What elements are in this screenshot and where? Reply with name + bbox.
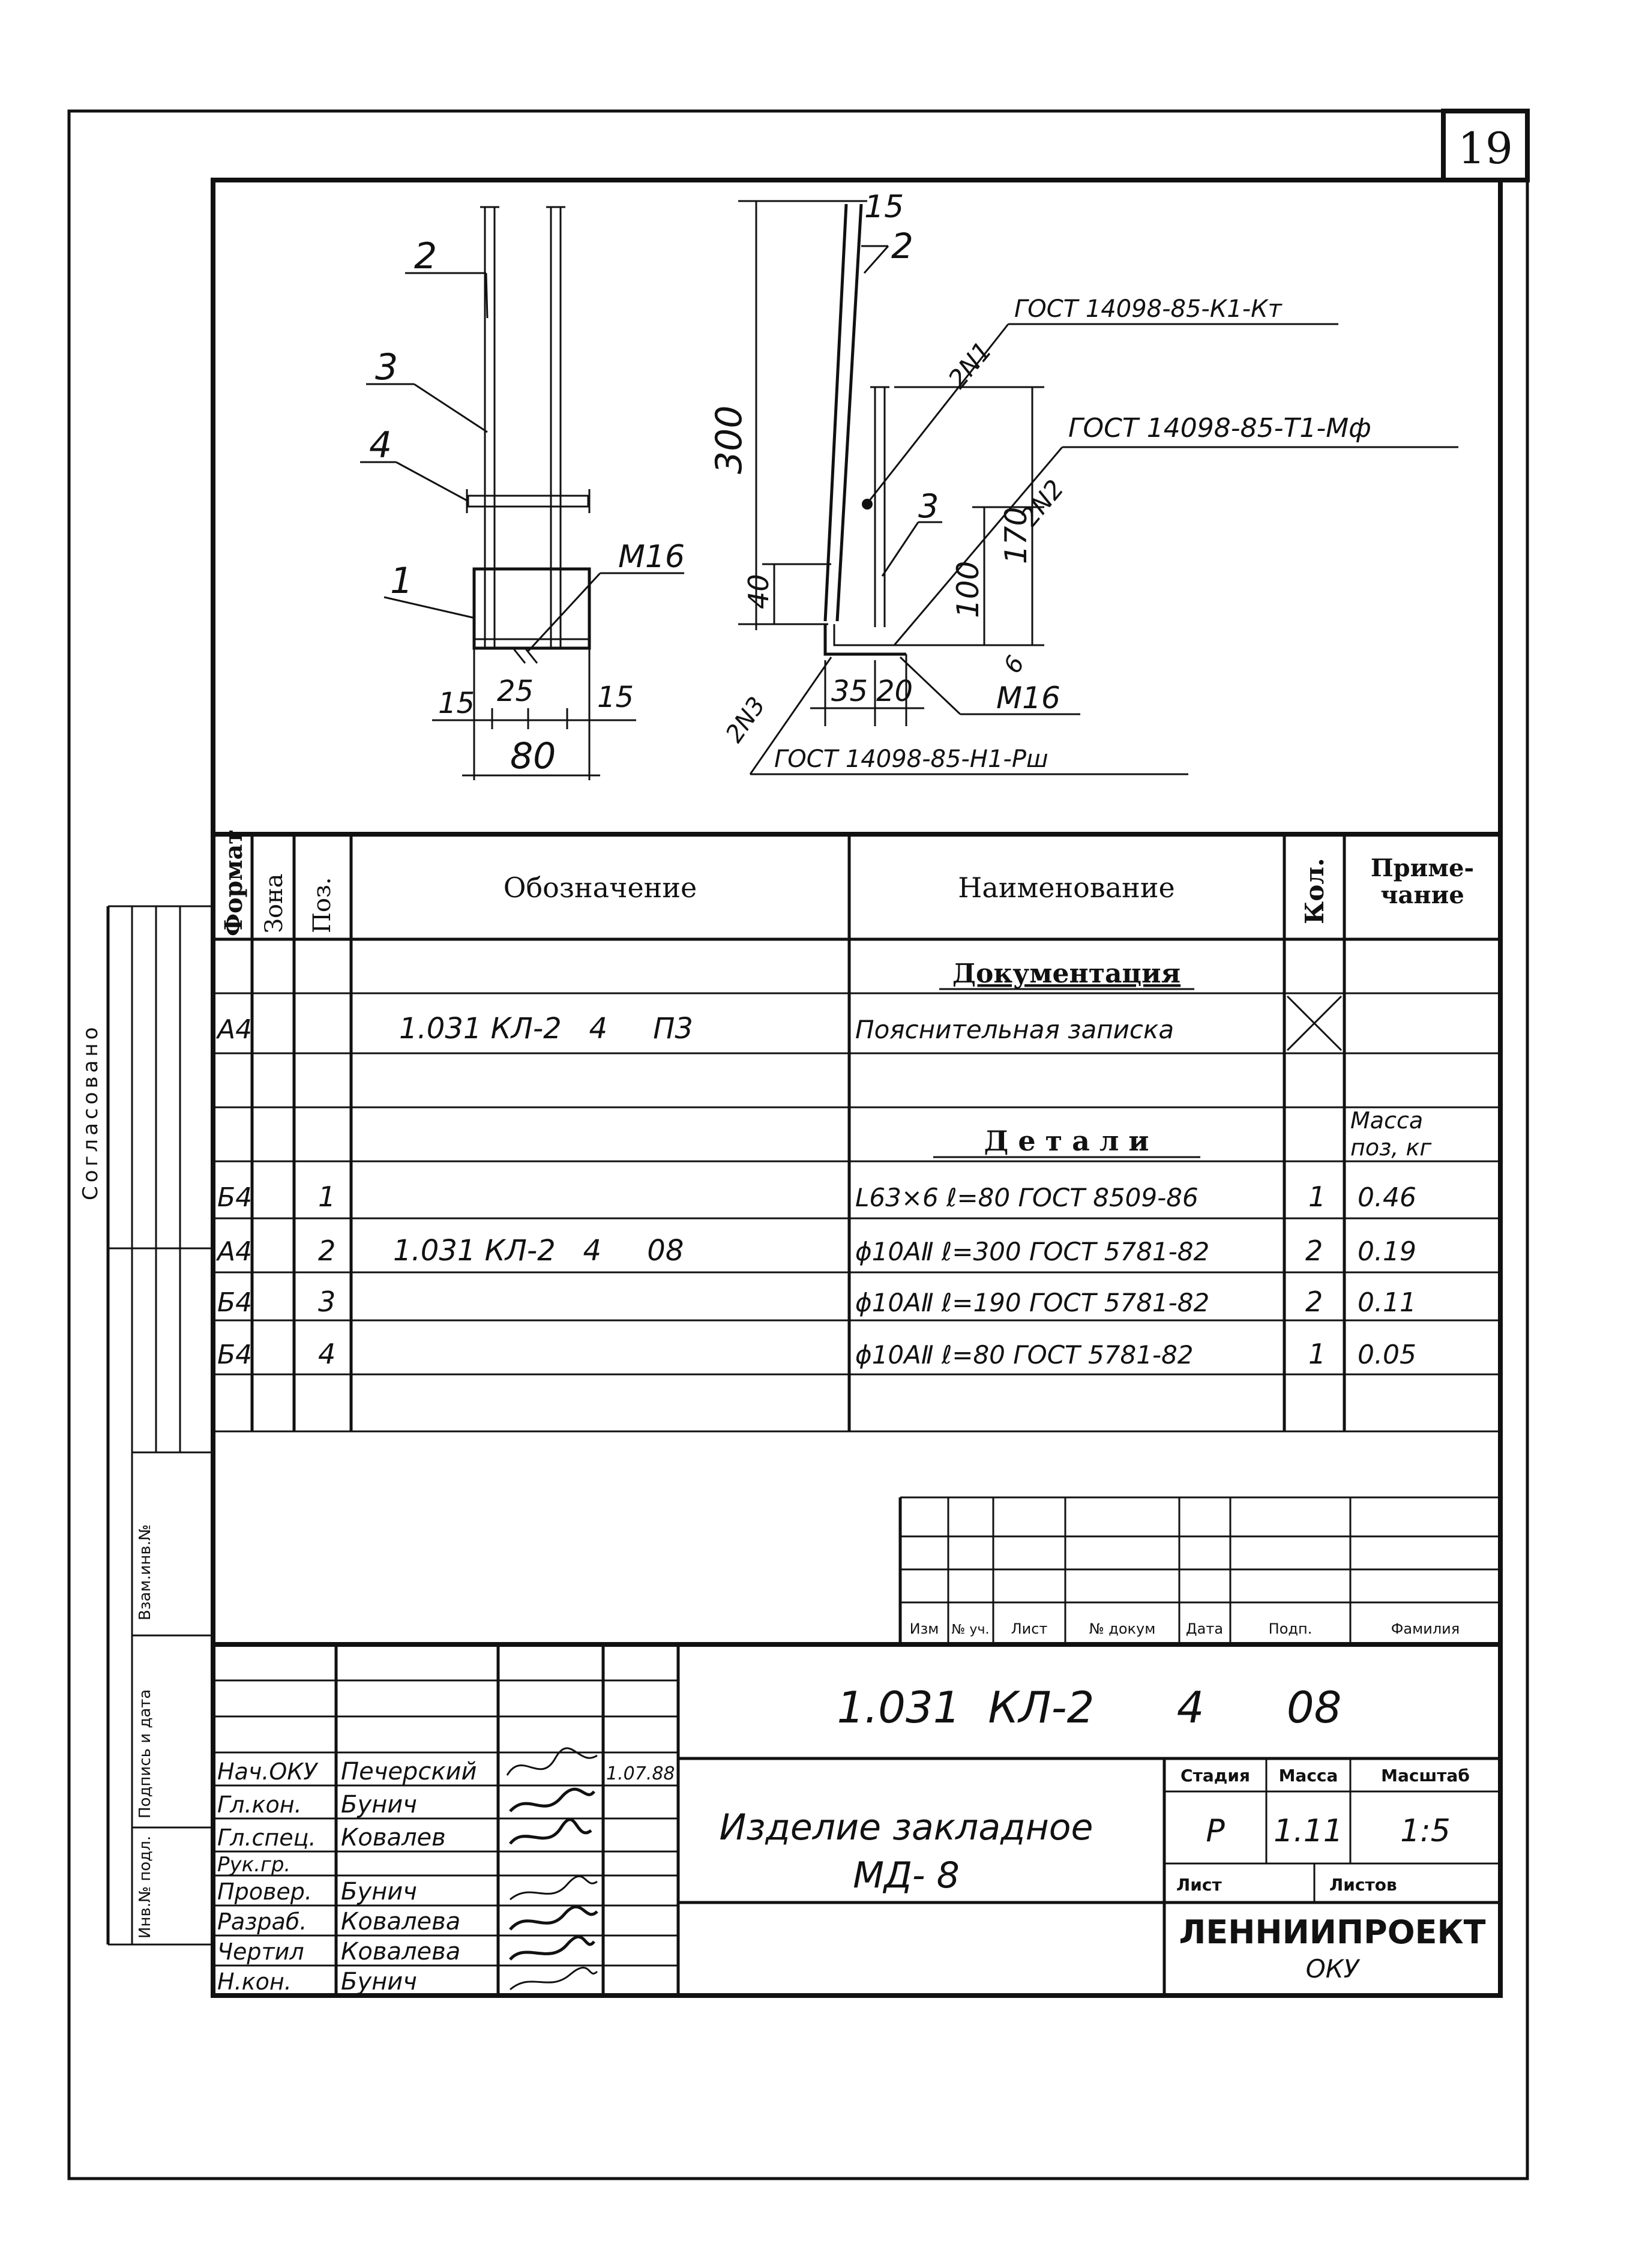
signer2-role: Гл.кон. [217, 1791, 302, 1818]
weld-tag-2n3: 2N3 [720, 692, 771, 748]
row3-note: 0.11 [1358, 1287, 1416, 1318]
row4-qty: 1 [1308, 1338, 1326, 1370]
callout-gost-h1: ГОСТ 14098-85-Н1-Рш [774, 745, 1048, 773]
left-label-4: 4 [369, 424, 392, 466]
row1-name: L63×6 ℓ=80 ГОСТ 8509-86 [855, 1183, 1198, 1212]
row4-pos: 4 [318, 1338, 336, 1370]
callout-gost-t1: ГОСТ 14098-85-Т1-Мф [1068, 413, 1371, 444]
signer8-name: Бунич [341, 1968, 417, 1996]
weld-tag-2n1: 2N1 [942, 335, 998, 394]
title-designation: 1.031 КЛ-2 4 08 [837, 1682, 1342, 1733]
spec-row [217, 1286, 1416, 1318]
title-mass-label: Масса [1278, 1766, 1338, 1785]
signer7-role: Чертил [217, 1939, 304, 1965]
spec-header-note-1: Приме- [1370, 854, 1475, 882]
rev-header-list: Лист [1011, 1620, 1048, 1637]
left-dim-15b: 15 [597, 681, 634, 714]
rev-header-date: Дата [1185, 1620, 1224, 1637]
row4-name: ϕ10АⅡ ℓ=80 ГОСТ 5781-82 [855, 1340, 1194, 1370]
mass-header-1: Масса [1350, 1107, 1424, 1134]
spec-row [217, 1338, 1416, 1370]
signer4-role: Рук.гр. [217, 1853, 291, 1877]
sheet-number-box [1443, 111, 1527, 180]
spec-header-qty: Кол. [1300, 858, 1329, 924]
doc-row-format: А4 [217, 1014, 253, 1045]
right-label-3: 3 [918, 487, 939, 525]
right-dim-300: 300 [708, 405, 750, 474]
signer1-role: Нач.ОКУ [217, 1758, 317, 1785]
spec-header-pos: Поз. [308, 877, 336, 933]
rev-header-doc: № докум [1089, 1620, 1156, 1637]
spec-header-zone: Зона [260, 873, 288, 933]
row1-format: Б4 [217, 1182, 253, 1213]
title-scale: 1:5 [1400, 1813, 1451, 1849]
right-dim-40: 40 [742, 574, 775, 609]
right-label-2: 2 [891, 226, 913, 266]
title-org: ЛЕННИИПРОЕКТ [1179, 1913, 1486, 1951]
right-dim-6: 6 [998, 651, 1030, 678]
signer6-name: Ковалева [341, 1908, 461, 1936]
stamp-inv-original: Инв.№ подл. [136, 1835, 154, 1939]
doc-row-designation: 1.031 КЛ-2 4 П3 [399, 1012, 693, 1045]
left-label-3: 3 [375, 346, 398, 388]
left-view [360, 207, 685, 780]
rev-header-name: Фамилия [1391, 1620, 1460, 1637]
callout-thread-m16: М16 [996, 681, 1060, 715]
row3-name: ϕ10АⅡ ℓ=190 ГОСТ 5781-82 [855, 1288, 1210, 1317]
right-dim-15: 15 [864, 189, 904, 225]
signer3-role: Гл.спец. [217, 1824, 316, 1851]
spec-header-format: Формат [220, 829, 248, 936]
spec-row [217, 1181, 1416, 1213]
right-dim-20: 20 [876, 675, 913, 708]
signer5-role: Провер. [217, 1878, 312, 1905]
title-scale-label: Масштаб [1381, 1766, 1470, 1785]
row1-qty: 1 [1308, 1181, 1326, 1213]
row2-name: ϕ10АⅡ ℓ=300 ГОСТ 5781-82 [855, 1237, 1210, 1266]
row2-format: А4 [217, 1236, 253, 1267]
title-sheets-label: Листов [1329, 1875, 1397, 1895]
row3-pos: 3 [318, 1286, 336, 1318]
title-mass: 1.11 [1274, 1813, 1343, 1849]
handwritten-signatures [507, 1748, 597, 1990]
spec-header-designation: Обозначение [503, 871, 697, 904]
signer1-date: 1.07.88 [606, 1763, 675, 1784]
right-dim-35: 35 [831, 675, 868, 708]
doc-row-name: Пояснительная записка [855, 1015, 1174, 1044]
title-dept: ОКУ [1305, 1954, 1359, 1984]
spec-table [213, 829, 1500, 1431]
spec-header-name: Наименование [958, 871, 1175, 904]
side-stamp [79, 906, 213, 1945]
rev-header-izm: Изм [909, 1620, 939, 1637]
title-product-line1: Изделие закладное [719, 1806, 1093, 1848]
row2-designation: 1.031 КЛ-2 4 08 [393, 1234, 684, 1268]
rev-header-uch: № уч. [951, 1622, 990, 1637]
stamp-agreed: Согласовано [79, 1023, 103, 1200]
row2-pos: 2 [318, 1235, 336, 1267]
callout-gost-k1: ГОСТ 14098-85-К1-Кт [1014, 295, 1282, 323]
right-view [708, 189, 1458, 774]
row2-qty: 2 [1305, 1235, 1323, 1267]
signer1-name: Печерский [341, 1758, 477, 1785]
row1-pos: 1 [318, 1181, 336, 1213]
sheet-number: 19 [1458, 123, 1513, 173]
stamp-sign-date: Подпись и дата [136, 1689, 154, 1818]
stamp-inv-replaced: Взам.инв.№ [136, 1524, 154, 1620]
spec-section-details: Д е т а л и [984, 1125, 1149, 1157]
mass-header-2: поз, кг [1350, 1134, 1432, 1161]
row3-format: Б4 [217, 1287, 253, 1318]
left-dim-15a: 15 [438, 687, 475, 720]
right-dim-100: 100 [951, 561, 985, 618]
signer2-name: Бунич [341, 1791, 417, 1818]
title-sheet-label: Лист [1176, 1875, 1222, 1895]
signer6-role: Разраб. [217, 1909, 307, 1935]
left-label-2: 2 [414, 235, 438, 277]
row1-note: 0.46 [1358, 1182, 1416, 1213]
row4-format: Б4 [217, 1340, 253, 1370]
right-dim-170: 170 [999, 507, 1033, 564]
signer3-name: Ковалев [341, 1824, 446, 1851]
spec-section-docs: Документация [952, 958, 1181, 989]
signer7-name: Ковалева [341, 1938, 461, 1966]
row3-qty: 2 [1305, 1286, 1323, 1318]
row2-note: 0.19 [1358, 1236, 1416, 1267]
spec-header-note-2: чание [1380, 881, 1464, 909]
rev-header-sign: Подп. [1268, 1620, 1313, 1637]
signer5-name: Бунич [341, 1878, 417, 1906]
title-product-line2: МД- 8 [853, 1854, 960, 1897]
signer8-role: Н.кон. [217, 1969, 292, 1995]
left-dim-80: 80 [510, 735, 556, 777]
weld-tag-2n2: 2N2 [1014, 474, 1070, 532]
title-stage: Р [1206, 1813, 1225, 1849]
spec-row [215, 1234, 1416, 1268]
left-thread-label: M16 [618, 539, 685, 575]
title-block [213, 1644, 1500, 1996]
left-dim-25: 25 [497, 675, 534, 708]
title-stage-label: Стадия [1180, 1766, 1250, 1785]
revision-grid [900, 1497, 1500, 1644]
left-label-1: 1 [390, 560, 414, 602]
row4-note: 0.05 [1358, 1340, 1416, 1370]
